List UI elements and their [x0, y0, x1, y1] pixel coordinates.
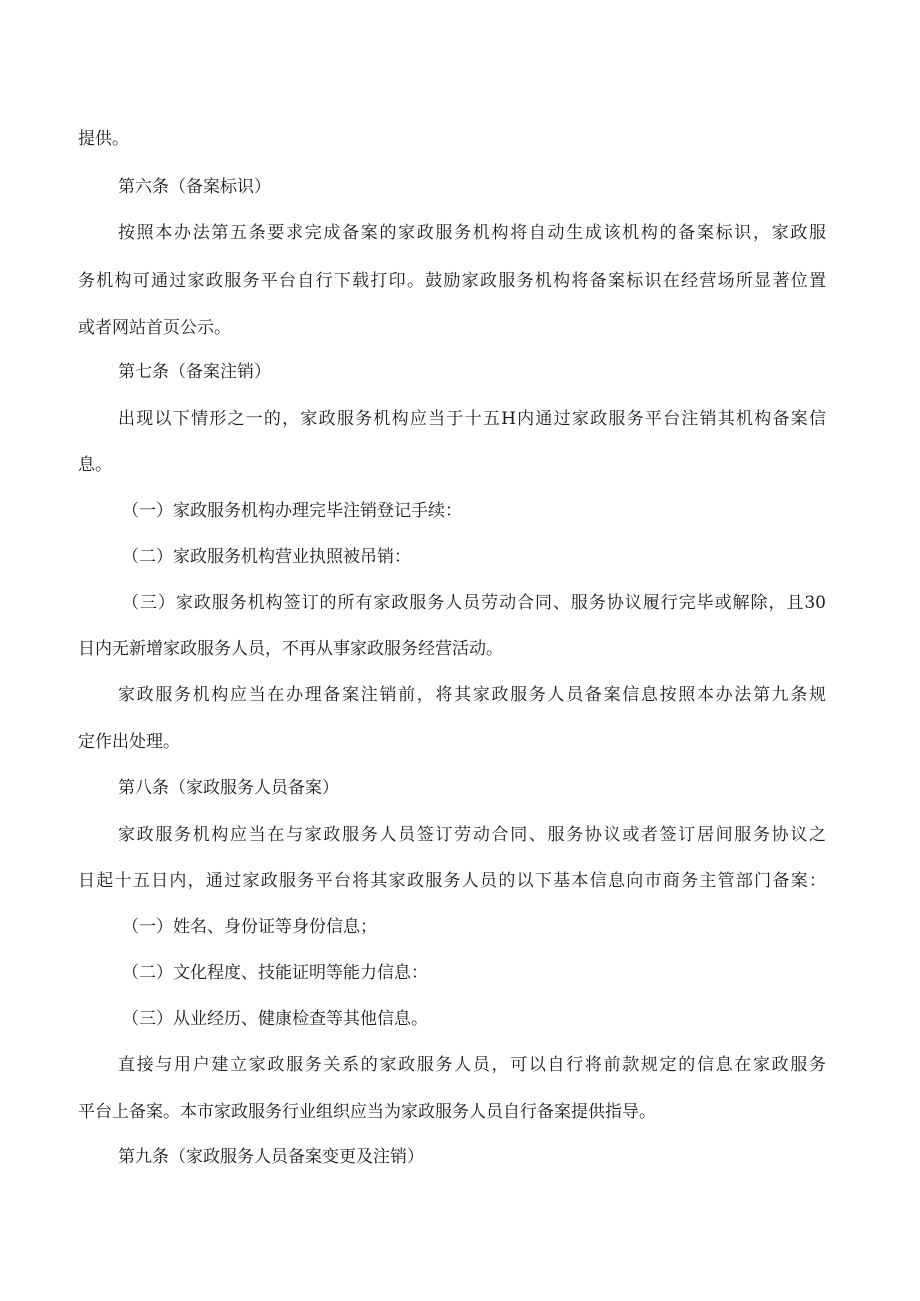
paragraph-line: 直接与用户建立家政服务关系的家政服务人员，可以自行将前款规定的信息在家政服务: [118, 1055, 826, 1075]
paragraph-line: 平台上备案。本市家政服务行业组织应当为家政服务人员自行备案提供指导。: [78, 1102, 656, 1122]
article-heading: 第七条（备案注销）: [118, 362, 271, 382]
article-heading: 第九条（家政服务人员备案变更及注销）: [118, 1147, 424, 1167]
paragraph-line: 务机构可通过家政服务平台自行下载打印。鼓励家政服务机构将备案标识在经营场所显著位置: [78, 271, 826, 291]
paragraph-line: 家政服务机构应当在与家政服务人员签订劳动合同、服务协议或者签订居间服务协议之: [118, 825, 826, 845]
paragraph-line: 定作出处理。: [78, 732, 180, 752]
list-item: （三）从业经历、健康检查等其他信息。: [122, 1009, 428, 1029]
paragraph-line: 按照本办法第五条要求完成备案的家政服务机构将自动生成该机构的备案标识，家政服: [118, 223, 826, 243]
paragraph-line: 日起十五日内，通过家政服务平台将其家政服务人员的以下基本信息向市商务主管部门备案：: [78, 871, 826, 891]
list-item: （一）姓名、身份证等身份信息；: [122, 917, 377, 937]
paragraph-line: 家政服务机构应当在办理备案注销前，将其家政服务人员备案信息按照本办法第九条规: [118, 685, 826, 705]
paragraph-continuation: 提供。: [78, 129, 129, 149]
list-item: （二）家政服务机构营业执照被吊销：: [122, 547, 411, 567]
list-item: （一）家政服务机构办理完毕注销登记手续：: [122, 501, 462, 521]
paragraph-line: 息。: [78, 455, 112, 475]
article-heading: 第六条（备案标识）: [118, 177, 271, 197]
list-item: （二）文化程度、技能证明等能力信息：: [122, 963, 428, 983]
paragraph-line: 日内无新增家政服务人员，不再从事家政服务经营活动。: [78, 639, 503, 659]
paragraph-line: 或者网站首页公示。: [78, 318, 231, 338]
paragraph-line: 出现以下情形之一的，家政服务机构应当于十五H内通过家政服务平台注销其机构备案信: [118, 409, 826, 429]
list-item: （三）家政服务机构签订的所有家政服务人员劳动合同、服务协议履行完毕或解除，且30: [122, 593, 826, 613]
article-heading: 第八条（家政服务人员备案）: [118, 778, 339, 798]
